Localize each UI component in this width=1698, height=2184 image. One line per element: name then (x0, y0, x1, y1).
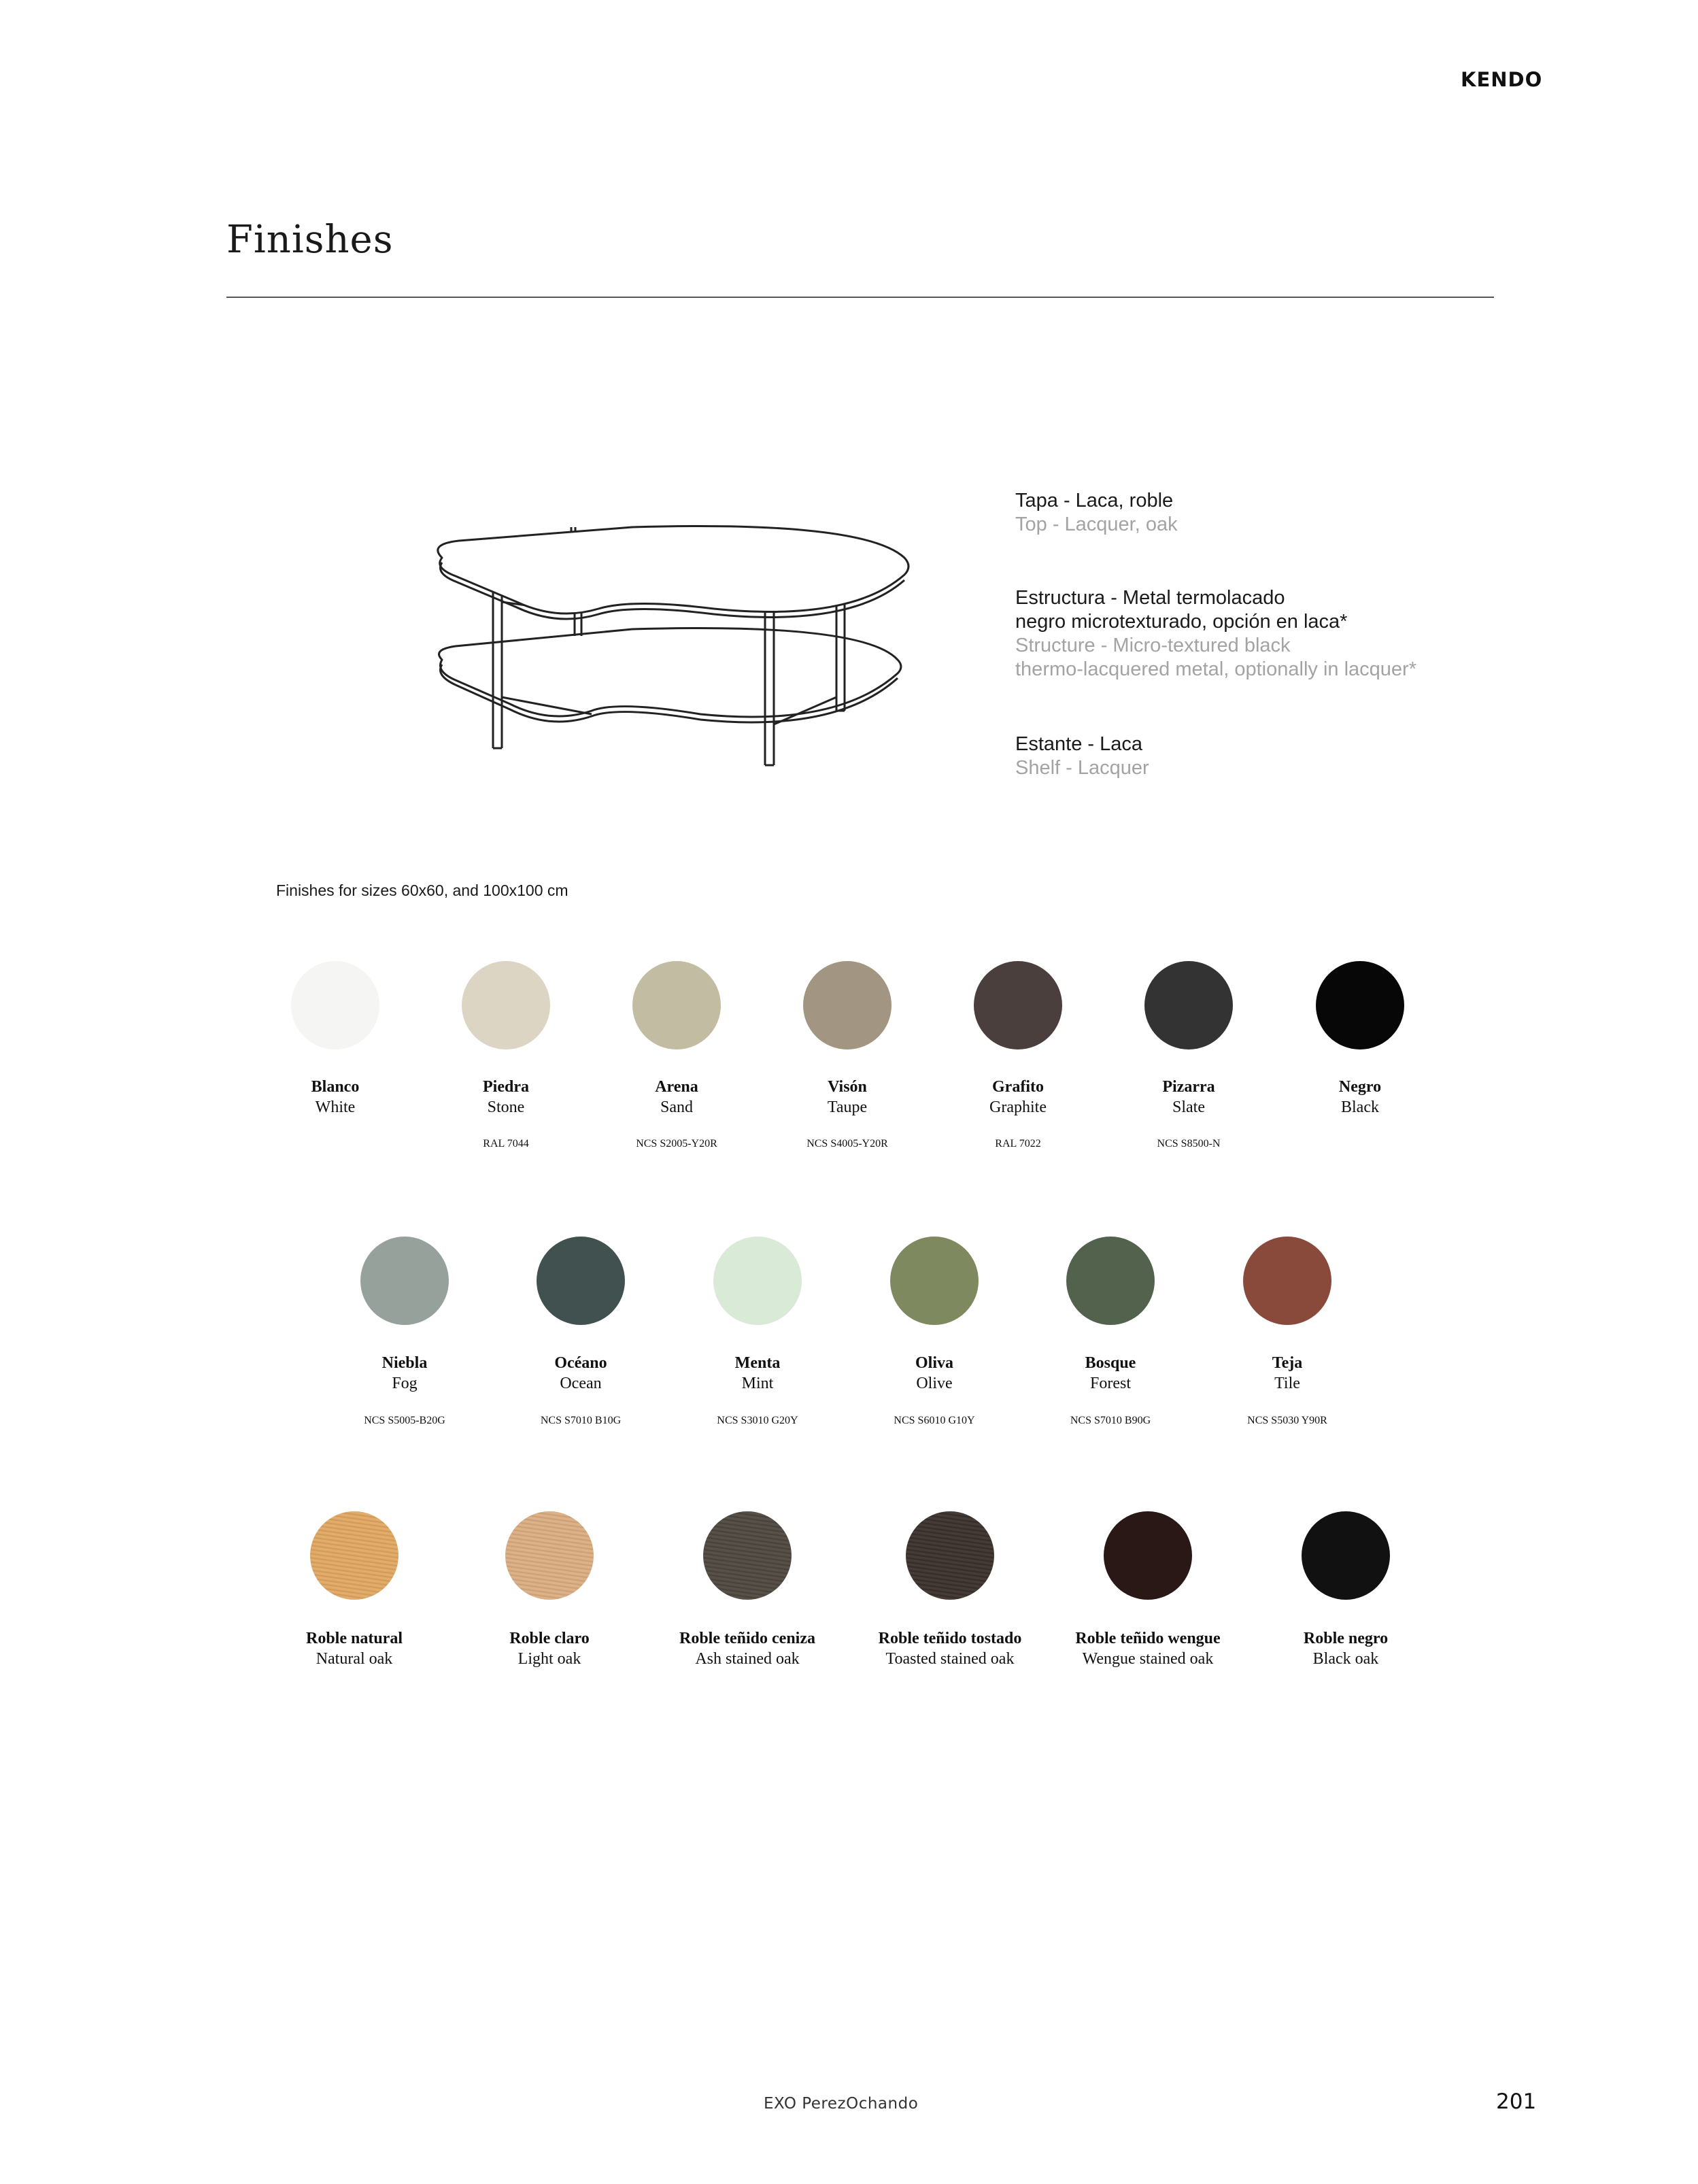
swatch-name-en: Toasted stained oak (885, 1650, 1015, 1668)
swatch-code: NCS S4005-Y20R (806, 1138, 888, 1149)
spec-shelf-en: Shelf - Lacquer (1015, 757, 1149, 779)
swatch-name-en: Slate (1172, 1098, 1205, 1116)
swatch-circle (713, 1237, 802, 1325)
swatch-name: Arena (655, 1078, 698, 1096)
leg-front-right (765, 603, 774, 765)
swatch-name-en: Fog (392, 1375, 418, 1392)
swatch-name-en: Light oak (517, 1650, 581, 1668)
swatch-code: NCS S3010 G20Y (717, 1415, 798, 1426)
swatch-name-en: Wengue stained oak (1082, 1650, 1214, 1668)
swatch-circle (360, 1237, 449, 1325)
swatch-circle (1104, 1511, 1192, 1600)
footer-text: EXO PerezOchando (764, 2095, 919, 2113)
swatch-code: RAL 7022 (995, 1138, 1041, 1149)
swatch-code: NCS S8500-N (1157, 1138, 1221, 1149)
swatch-name-en: Sand (660, 1098, 693, 1116)
swatch-circle (632, 961, 721, 1049)
swatch-circle (1066, 1237, 1155, 1325)
swatch-label (834, 1628, 1066, 1669)
swatch-name: Piedra (483, 1078, 529, 1096)
swatch-code: NCS S5030 Y90R (1247, 1415, 1327, 1426)
swatch-circle (1316, 961, 1404, 1049)
swatch-circle (1144, 961, 1233, 1049)
swatch-label (1172, 1353, 1403, 1394)
swatch-name: Roble teñido ceniza (679, 1630, 815, 1647)
swatch-name-en: Taupe (827, 1098, 868, 1116)
swatch-name-en: Olive (916, 1375, 953, 1392)
swatch-code: NCS S2005-Y20R (636, 1138, 717, 1149)
page-number: 201 (1496, 2089, 1537, 2114)
swatch-name: Roble teñido wengue (1075, 1630, 1221, 1647)
swatch-name-en: Tile (1274, 1375, 1300, 1392)
swatch-name-en: Mint (741, 1375, 774, 1392)
brand-name: KENDO (1461, 68, 1543, 91)
swatch-code: NCS S7010 B10G (540, 1415, 622, 1426)
page-title: Finishes (226, 218, 394, 262)
swatch-code: RAL 7044 (483, 1138, 529, 1149)
swatch-label (434, 1628, 665, 1669)
swatch-circle (537, 1237, 625, 1325)
swatch-label (632, 1628, 863, 1669)
swatch-circle (1302, 1511, 1390, 1600)
spec-top-en: Top - Lacquer, oak (1015, 514, 1178, 535)
title-divider (226, 297, 1494, 298)
swatch-name: Visón (828, 1078, 867, 1096)
swatch-name-en: White (315, 1098, 356, 1116)
spec-structure (1015, 586, 1416, 682)
swatch-name: Negro (1338, 1078, 1382, 1096)
swatch-name: Roble claro (509, 1630, 590, 1647)
swatch-circle (291, 961, 379, 1049)
swatch-name: Grafito (992, 1078, 1044, 1096)
spec-structure-en-1: Structure - Micro-textured black (1015, 635, 1291, 656)
swatch-circle (906, 1511, 994, 1600)
swatch-name: Menta (734, 1354, 781, 1372)
swatch-name: Bosque (1085, 1354, 1136, 1372)
swatch-name: Roble teñido tostado (878, 1630, 1022, 1647)
leg-back-right (836, 595, 845, 711)
shelf-outline (439, 628, 902, 717)
swatch-name: Teja (1272, 1354, 1303, 1372)
swatch-code: NCS S7010 B90G (1070, 1415, 1151, 1426)
swatch-circle (890, 1237, 979, 1325)
swatch-code: NCS S6010 G10Y (894, 1415, 975, 1426)
swatch-name-en: Graphite (989, 1098, 1047, 1116)
swatch-circle (462, 961, 550, 1049)
swatch-circle (803, 961, 892, 1049)
swatch-name: Roble natural (305, 1630, 403, 1647)
finishes-note: Finishes for sizes 60x60, and 100x100 cm (276, 881, 568, 899)
swatch-name: Roble negro (1303, 1630, 1389, 1647)
spec-structure-es-1: Estructura - Metal termolacado (1015, 587, 1285, 609)
spec-shelf (1015, 733, 1149, 780)
swatch-name: Oliva (915, 1354, 953, 1372)
rails (502, 602, 836, 724)
swatch-name-en: Black oak (1312, 1650, 1379, 1668)
swatch-circle (703, 1511, 792, 1600)
swatch-label (1244, 1077, 1476, 1118)
coffee-table-drawing (428, 520, 938, 775)
swatch-name-en: Natural oak (316, 1650, 393, 1668)
spec-structure-en-2: thermo-lacquered metal, optionally in lacquer* (1015, 658, 1416, 680)
spec-structure-es-2: negro microtexturado, opción en laca* (1015, 611, 1348, 633)
swatch-circle (505, 1511, 594, 1600)
swatch-label (1032, 1628, 1263, 1669)
spec-top-es: Tapa - Laca, roble (1015, 490, 1174, 511)
swatch-name-en: Ash stained oak (695, 1650, 800, 1668)
swatch-code: NCS S5005-B20G (364, 1415, 445, 1426)
swatch-circle (974, 961, 1062, 1049)
swatch-name-en: Stone (487, 1098, 525, 1116)
swatch-circle (310, 1511, 398, 1600)
leg-front-left (493, 592, 502, 748)
top-outline (438, 526, 909, 614)
swatch-name: Blanco (311, 1078, 360, 1096)
swatch-name: Pizarra (1162, 1078, 1215, 1096)
swatch-circle (1243, 1237, 1331, 1325)
shelf-edge (441, 665, 898, 722)
swatch-name-en: Ocean (560, 1375, 602, 1392)
swatch-name-en: Forest (1090, 1375, 1131, 1392)
swatch-name: Océano (554, 1354, 607, 1372)
swatch-label (1230, 1628, 1461, 1669)
spec-shelf-es: Estante - Laca (1015, 733, 1142, 755)
spec-top (1015, 489, 1178, 537)
swatch-name: Niebla (381, 1354, 428, 1372)
swatch-name-en: Black (1341, 1098, 1379, 1116)
